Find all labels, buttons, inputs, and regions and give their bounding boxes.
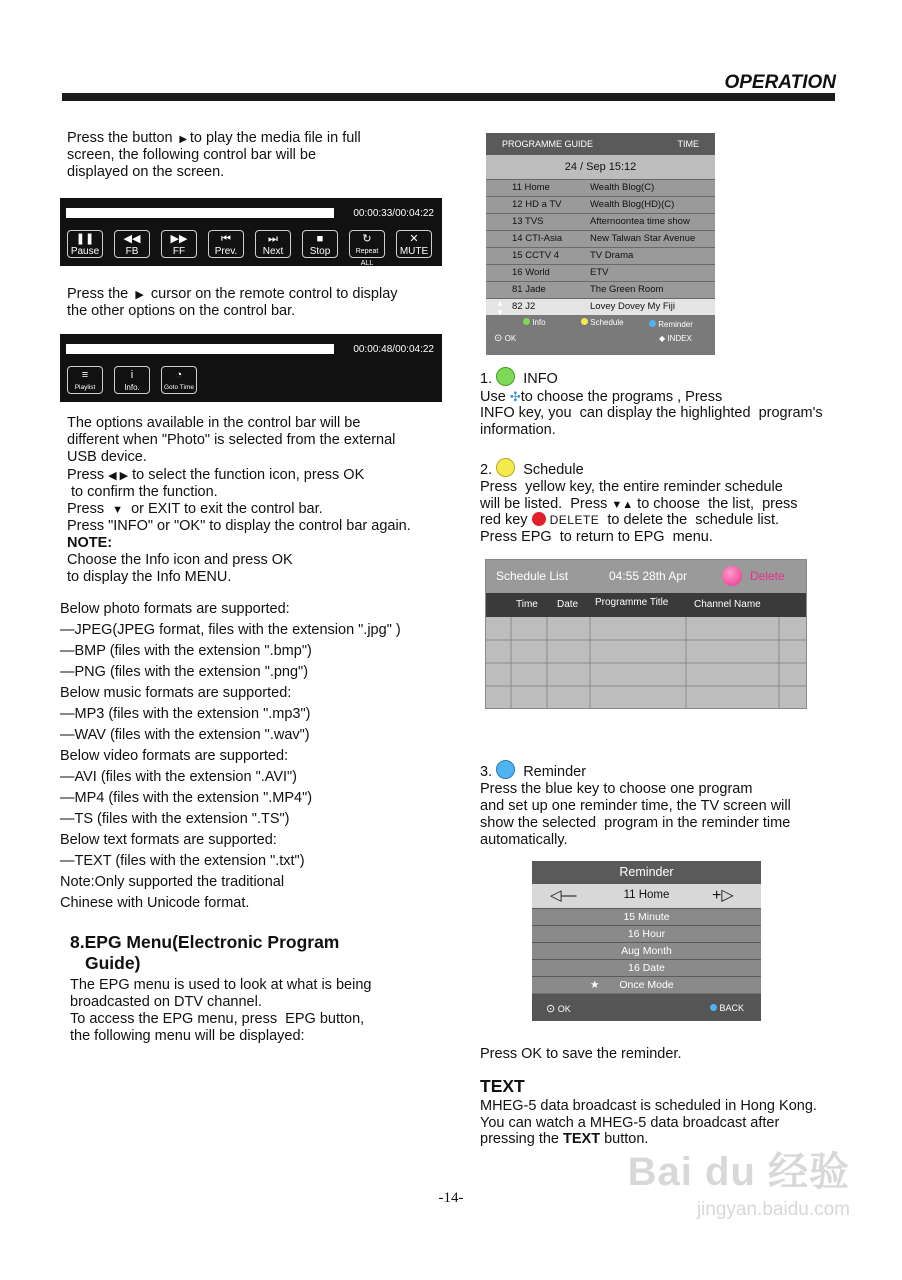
control-pause-button[interactable] [67,230,103,258]
format-label: Note:Only supported the traditional [60,874,285,890]
para-play-line2: screen, the following control bar will be [67,147,317,163]
options-line: different when "Photo" is selected from the external [67,432,396,448]
epg-desc: broadcasted on DTV channel. [70,994,262,1010]
reminder-option-label: 16 Date [628,962,665,974]
clock-icon: ◔ [175,369,183,381]
programme-name: Afternoontea time show [590,216,690,227]
channel-name: 14 CTI-Asia [512,233,563,244]
col-date: Date [557,599,579,610]
col-time: Time [516,599,538,610]
guide-date: 24 / Sep 15:12 [486,155,715,179]
options-line: The options available in the control bar will be [67,415,361,431]
blue-dot-icon [710,1004,717,1011]
schedule-line: red key DELETE to delete the schedule list. [480,512,780,528]
page-number: -14- [438,1190,464,1206]
format-label: Chinese with Unicode format. [60,895,250,911]
progress-track[interactable] [66,208,334,218]
schedule-list-header [486,560,806,593]
reminder-dialog [532,861,761,1021]
button-label: FF [172,246,186,257]
up-down-arrows-icon: ▼▲ [611,499,634,511]
control-stop-button[interactable] [302,230,338,258]
elapsed-time: 00:00:48/00:04:22 [353,344,434,355]
schedule-heading: 2. Schedule [480,458,584,478]
delete-key-label: DELETE [549,513,600,527]
legend-schedule[interactable]: Schedule [581,318,624,327]
options-line: Press ◀ ▶ to select the function icon, press OK [67,467,365,483]
control-bar-options [60,334,442,402]
button-label: Info. [124,383,140,392]
channel-name: 82 J2 [512,301,536,312]
info-line: Use ✣to choose the programs , Press [480,389,723,405]
options-line: Press "INFO" or "OK" to display the control bar again. [67,518,411,534]
diamond-icon: ◆ [659,334,666,343]
programme-name: Lovey Dovey My Fiji [590,301,675,312]
text-line: MHEG-5 data broadcast is scheduled in Hong Kong. [480,1098,817,1114]
button-label: Playlist [74,384,96,391]
left-right-arrows-icon: ◀ ▶ [108,470,129,482]
epg-desc: the following menu will be displayed: [70,1028,305,1044]
epg-heading: 8.EPG Menu(Electronic Program [70,932,340,952]
format-label: Below music formats are supported: [60,685,292,701]
blue-button-icon [496,760,515,779]
schedule-columns [486,593,806,617]
red-button-icon [532,512,546,526]
schedule-list-title: Schedule List [496,569,569,583]
format-label: Below video formats are supported: [60,748,289,764]
control-info-button[interactable] [114,366,150,394]
schedule-line: Press yellow key, the entire reminder schedule [480,479,783,495]
programme-name: TV Drama [590,250,634,261]
button-label: Next [262,246,284,257]
options-line: to confirm the function. [67,484,218,500]
stop-icon: ■ [316,233,324,245]
blue-dot-icon [649,320,656,327]
star-icon: ★ [590,979,600,991]
legend-ok[interactable]: ⊙ OK [494,333,517,344]
header-rule [62,93,835,101]
reminder-line: automatically. [480,832,568,848]
col-programme-title: Programme Title [595,597,669,608]
info-heading: 1. INFO [480,367,558,387]
schedule-grid [486,617,806,709]
guide-row[interactable] [486,196,715,213]
info-line: INFO key, you can display the highlighted program's [480,405,823,421]
epg-heading-line2: Guide) [85,953,141,973]
button-label: FB [125,246,139,257]
format-item: —AVI (files with the extension ".AVI") [60,769,298,785]
text-line: You can watch a MHEG-5 data broadcast after [480,1115,780,1131]
format-item: —TS (files with the extension ".TS") [60,811,290,827]
schedule-list [485,559,807,709]
epg-desc: To access the EPG menu, press EPG button, [70,1011,365,1027]
programme-name: Wealth Blog(HD)(C) [590,199,675,210]
reminder-line: show the selected program in the reminder time [480,815,791,831]
reminder-option[interactable] [532,925,761,942]
playlist-icon: ≡ [81,369,89,381]
reminder-option[interactable] [532,908,761,925]
channel-name: 12 HD a TV [512,199,562,210]
left-minus-icon[interactable]: ◁— [550,887,577,904]
button-label: Pause [70,246,100,257]
format-item: —MP4 (files with the extension ".MP4") [60,790,313,806]
watermark-brand: Bai du 经验 [627,1150,850,1194]
right-arrow-icon: ▶ [132,289,147,301]
reminder-option-label: 15 Minute [623,911,670,923]
reminder-option[interactable] [532,976,761,993]
legend-index[interactable]: ◆ INDEX [659,334,692,343]
control-mute-button[interactable] [396,230,432,258]
guide-row[interactable] [486,230,715,247]
para-play-intro: Press the button ▶ to play the media file in full [67,130,361,146]
delete-label[interactable]: Delete [750,569,785,583]
button-label: Stop [309,246,331,257]
previous-icon: ⏮ [221,233,231,245]
options-line: Press ▼ or EXIT to exit the control bar. [67,501,323,517]
ok-circle-icon: ⊙ [546,1003,556,1015]
pause-icon: ❚❚ [75,233,95,245]
channel-name: 13 TVS [512,216,544,227]
reminder-option-label: Aug Month [621,945,672,957]
programme-name: New Talwan Star Avenue [590,233,696,244]
repeat-icon: ↻ [362,233,372,245]
reminder-footer [532,994,761,1021]
format-item: —BMP (files with the extension ".bmp") [60,643,312,659]
guide-row[interactable] [486,298,715,315]
down-arrow-icon: ▼ [112,504,124,516]
reminder-heading: 3. Reminder [480,760,586,780]
guide-row[interactable] [486,179,715,196]
scroll-arrows-icon[interactable]: ▲ ▼ [496,299,504,317]
reminder-title: Reminder [532,861,761,884]
programme-guide [486,133,715,355]
yellow-button-icon [496,458,515,477]
control-playlist-button[interactable] [67,366,103,394]
channel-name: 11 Home [512,182,550,193]
col-channel-name: Channel Name [694,599,761,610]
delete-dot-icon[interactable] [722,566,742,586]
epg-desc: The EPG menu is used to look at what is being [70,977,372,993]
text-line: pressing the TEXT button. [480,1131,649,1147]
reminder-option[interactable] [532,959,761,976]
guide-header [486,133,715,155]
watermark-url: jingyan.baidu.com [696,1199,850,1220]
note-label: NOTE: [67,535,113,551]
watermark [628,1140,850,1221]
guide-row[interactable] [486,264,715,281]
format-item: —WAV (files with the extension ".wav") [60,727,310,743]
programme-name: The Green Room [590,284,664,295]
green-button-icon [496,367,515,386]
button-label: Prev. [214,246,238,257]
guide-row[interactable] [486,247,715,264]
options-line: USB device. [67,449,147,465]
button-label: Repeat ALL [355,248,379,267]
control-fb-button[interactable] [114,230,150,258]
reminder-option-label: Once Mode [619,979,674,991]
schedule-line: will be listed. Press ▼▲ to choose the list, press [480,496,798,512]
guide-row[interactable] [486,281,715,298]
para-cursor-line2: the other options on the control bar. [67,303,296,319]
back-key[interactable]: BACK [710,1003,744,1013]
button-label: Goto Time [164,384,194,391]
control-ff-button[interactable] [161,230,197,258]
guide-row[interactable] [486,213,715,230]
schedule-line: Press EPG to return to EPG menu. [480,529,713,545]
para-play-line3: displayed on the screen. [67,164,225,180]
reminder-channel-row[interactable] [532,884,761,908]
right-plus-icon[interactable]: +▷ [712,887,734,904]
reminder-channel: 11 Home [623,889,670,901]
format-label: Below text formats are supported: [60,832,277,848]
text-heading: TEXT [480,1076,525,1096]
button-label: MUTE [399,246,429,257]
channel-name: 16 World [512,267,550,278]
info-line: information. [480,422,556,438]
green-dot-icon [523,318,530,325]
format-item: —MP3 (files with the extension ".mp3") [60,706,311,722]
programme-name: Wealth Blog(C) [590,182,655,193]
legend-reminder[interactable]: Reminder [649,320,693,329]
reminder-option-label: 16 Hour [627,928,666,940]
format-item: —PNG (files with the extension ".png") [60,664,309,680]
reminder-option[interactable] [532,942,761,959]
save-instruction: Press OK to save the reminder. [480,1046,682,1062]
progress-track[interactable] [66,344,334,354]
navigation-keys-icon: ✣ [509,389,521,404]
guide-time-label: TIME [677,139,699,149]
rewind-icon: ◀◀ [123,233,141,245]
next-icon: ⏭ [268,233,278,245]
yellow-dot-icon [581,318,588,325]
format-item: —JPEG(JPEG format, files with the extension ".jpg" ) [60,622,401,638]
info-icon: i [130,369,134,381]
reminder-line: and set up one reminder time, the TV screen will [480,798,791,814]
control-goto-time-button[interactable] [161,366,197,394]
control-prev-button[interactable] [208,230,244,258]
options-line: to display the Info MENU. [67,569,232,585]
mute-icon: ✕ [409,233,419,245]
schedule-list-time: 04:55 28th Apr [609,569,688,583]
format-label: Below photo formats are supported: [60,601,290,617]
ok-key[interactable]: ⊙ OK [546,1003,571,1015]
channel-name: 15 CCTV 4 [512,250,559,261]
channel-name: 81 Jade [512,284,546,295]
programme-name: ETV [590,267,609,278]
control-next-button[interactable] [255,230,291,258]
control-repeat-all-button[interactable] [349,230,385,267]
ok-button-icon: ⊙ [494,333,503,344]
legend-info[interactable]: Info [523,318,546,327]
fast-forward-icon: ▶▶ [170,233,188,245]
control-bar-full [60,198,442,266]
section-title: OPERATION [724,72,836,93]
options-line: Choose the Info icon and press OK [67,552,293,568]
play-icon: ▶ [176,134,190,145]
reminder-line: Press the blue key to choose one program [480,781,753,797]
para-cursor: Press the ▶ cursor on the remote control to display [67,286,398,302]
format-item: —TEXT (files with the extension ".txt") [60,853,305,869]
elapsed-time: 00:00:33/00:04:22 [353,208,434,219]
guide-title: PROGRAMME GUIDE [502,139,594,149]
